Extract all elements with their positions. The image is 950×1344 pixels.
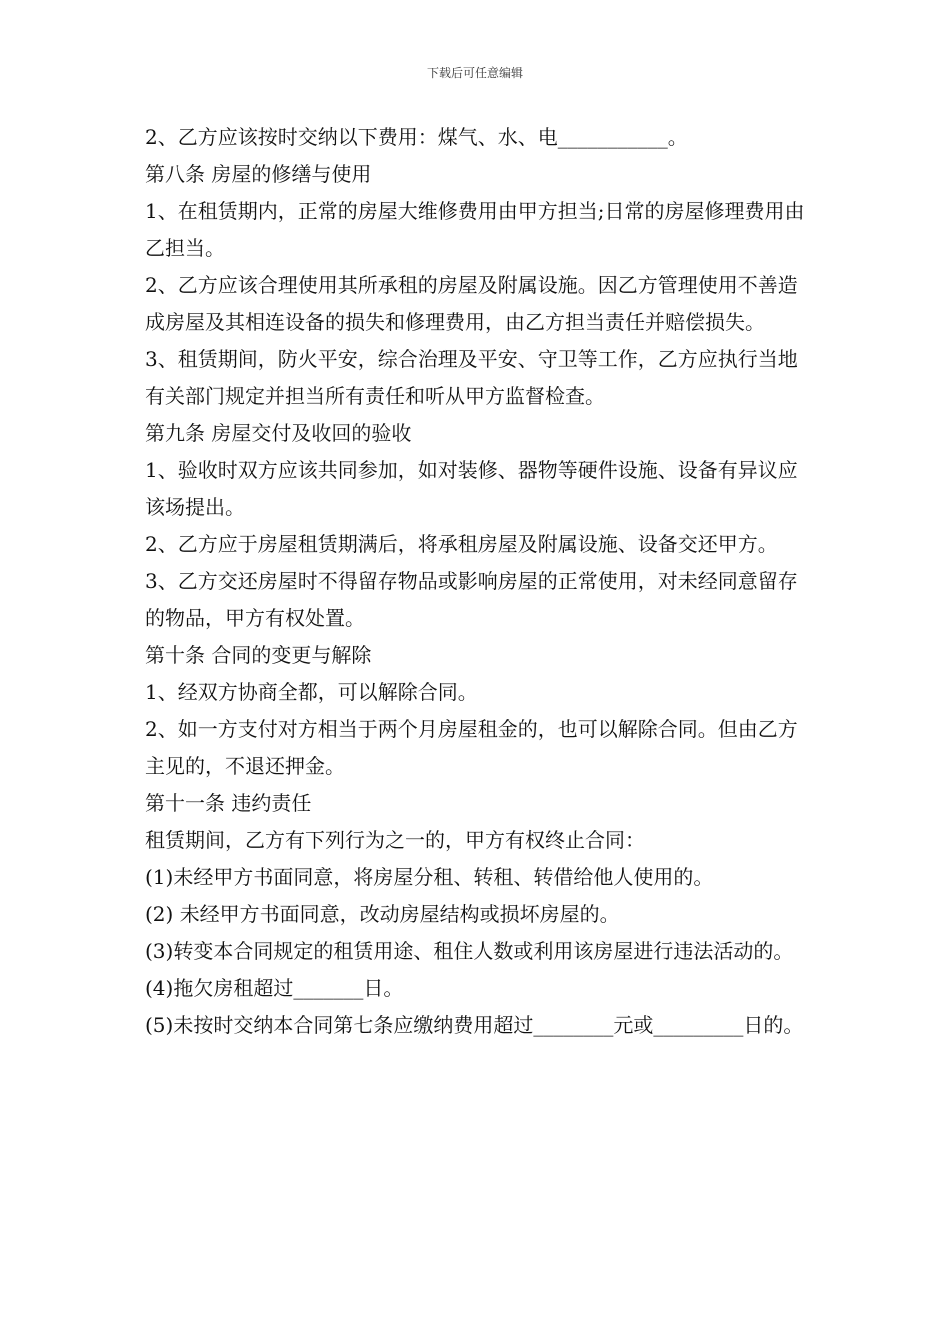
list-item: (1)未经甲方书面同意，将房屋分租、转租、转借给他人使用的。 <box>145 865 714 889</box>
list-item: (4)拖欠房租超过_______日。 <box>145 976 404 1000</box>
document-body <box>145 119 810 1044</box>
list-item: (5)未按时交纳本合同第七条应缴纳费用超过________元或_________日的。 <box>145 1013 804 1037</box>
paragraph: 3、乙方交还房屋时不得留存物品或影响房屋的正常使用，对未经同意留存的物品，甲方有权处置。 <box>145 569 798 630</box>
paragraph: 3、租赁期间，防火平安，综合治理及平安、守卫等工作，乙方应执行当地有关部门规定并担当所有责任和听从甲方监督检查。 <box>145 347 798 408</box>
article-8-heading: 第八条 房屋的修缮与使用 <box>145 162 372 186</box>
paragraph: 1、在租赁期内，正常的房屋大维修费用由甲方担当;日常的房屋修理费用由乙担当。 <box>145 199 805 260</box>
paragraph: 1、验收时双方应该共同参加，如对装修、器物等硬件设施、设备有异议应该场提出。 <box>145 458 798 519</box>
paragraph-fees: 2、乙方应该按时交纳以下费用：煤气、水、电___________。 <box>145 125 688 149</box>
paragraph: 1、经双方协商全都，可以解除合同。 <box>145 680 478 704</box>
article-11-heading: 第十一条 违约责任 <box>145 791 312 815</box>
paragraph: 租赁期间，乙方有下列行为之一的，甲方有权终止合同： <box>145 828 645 852</box>
article-9-heading: 第九条 房屋交付及收回的验收 <box>145 421 412 445</box>
paragraph: 2、乙方应于房屋租赁期满后，将承租房屋及附属设施、设备交还甲方。 <box>145 532 778 556</box>
page-header: 下载后可任意编辑 <box>426 66 523 80</box>
paragraph: 2、乙方应该合理使用其所承租的房屋及附属设施。因乙方管理使用不善造成房屋及其相连设备的损失和修理费用，由乙方担当责任并赔偿损失。 <box>145 273 798 334</box>
list-item: (3)转变本合同规定的租赁用途、租住人数或利用该房屋进行违法活动的。 <box>145 939 794 963</box>
paragraph: 2、如一方支付对方相当于两个月房屋租金的，也可以解除合同。但由乙方主见的，不退还押金。 <box>145 717 798 778</box>
article-10-heading: 第十条 合同的变更与解除 <box>145 643 372 667</box>
list-item: (2) 未经甲方书面同意，改动房屋结构或损坏房屋的。 <box>145 902 620 926</box>
